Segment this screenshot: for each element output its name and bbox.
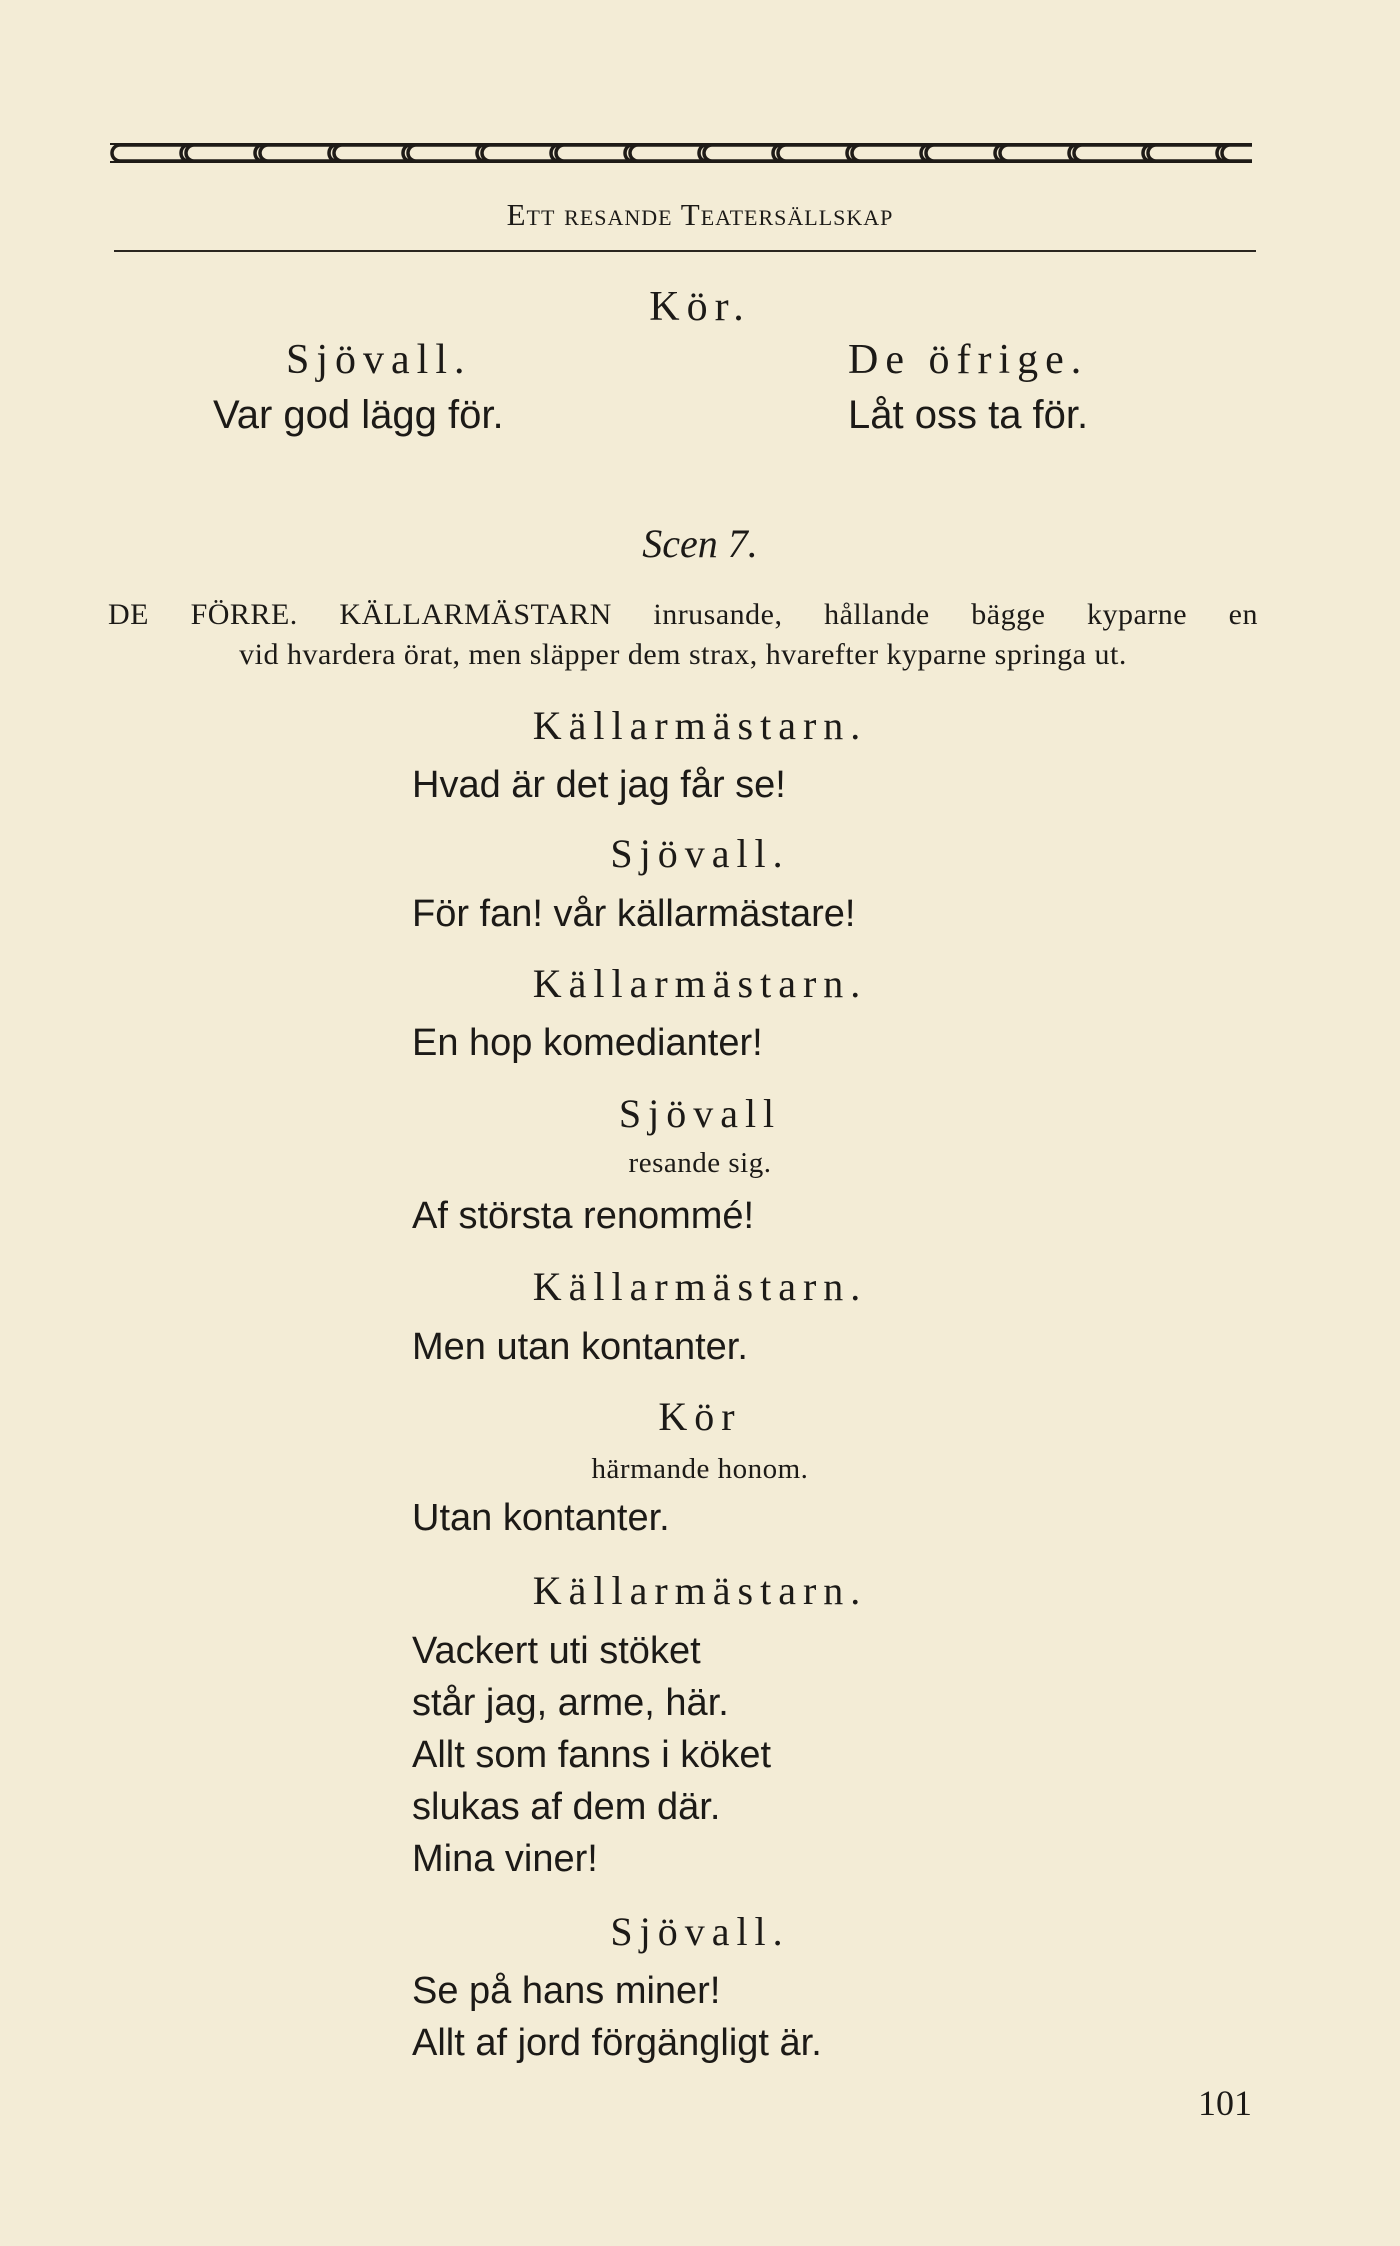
stage-direction-line: vid hvardera örat, men släpper dem strax, hvarefter kyparne springa ut. [239,638,1127,671]
chorus-heading: Kör. [649,284,751,330]
speaker-right: De öfrige. [848,337,1089,383]
stage-direction-line: DE FÖRRE. KÄLLARMÄSTARN inrusande, hållande bägge kyparne en [108,598,1258,631]
speaker-name: Sjövall. [610,1909,790,1954]
verse-line: Men utan kontanter. [412,1326,748,1368]
chain-link [778,145,856,161]
page-number: 101 [1198,2083,1252,2123]
verse-line: För fan! vår källarmästare! [412,893,856,935]
verse-line: slukas af dem där. [412,1786,721,1828]
chain-link [926,145,1004,161]
chain-link [1148,145,1226,161]
verse-line: Hvad är det jag får se! [412,764,786,806]
verse-line: Allt som fanns i köket [412,1734,772,1776]
decorative-chain-border [110,138,1252,168]
speaker-name: Sjövall. [610,831,790,876]
verse-line: En hop komedianter! [412,1022,763,1064]
chain-link [1222,145,1252,161]
line-right: Låt oss ta för. [848,393,1089,437]
line-left: Var god lägg för. [213,393,504,437]
chain-link [1074,145,1152,161]
verse-line: Af största renommé! [412,1195,755,1237]
stage-direction: resande sig. [628,1147,772,1179]
speaker-name: Kör [658,1394,742,1439]
chain-link [112,145,190,161]
verse-line: Allt af jord förgängligt är. [412,2022,822,2064]
chain-link [260,145,338,161]
speaker-name: Källarmästarn. [532,1264,868,1309]
chain-link [408,145,486,161]
verse-line: Utan kontanter. [412,1497,670,1539]
chain-link [852,145,930,161]
chain-link [704,145,782,161]
scene-title: Scen 7. [642,521,758,566]
header-rule [114,250,1256,252]
running-head: Ett resande Teatersällskap [506,197,894,232]
verse-line: Vackert uti stöket [412,1630,701,1672]
speaker-left: Sjövall. [286,337,472,383]
verse-line: står jag, arme, här. [412,1682,729,1724]
chain-link [556,145,634,161]
speaker-name: Källarmästarn. [532,1568,868,1613]
chain-link [482,145,560,161]
chain-link [630,145,708,161]
verse-line: Mina viner! [412,1838,598,1880]
chain-link [334,145,412,161]
chain-link [186,145,264,161]
stage-direction: härmande honom. [591,1453,809,1485]
speaker-name: Sjövall [618,1091,782,1136]
speaker-name: Källarmästarn. [532,703,868,748]
speaker-name: Källarmästarn. [532,961,868,1006]
chain-link [1000,145,1078,161]
verse-line: Se på hans miner! [412,1970,721,2012]
